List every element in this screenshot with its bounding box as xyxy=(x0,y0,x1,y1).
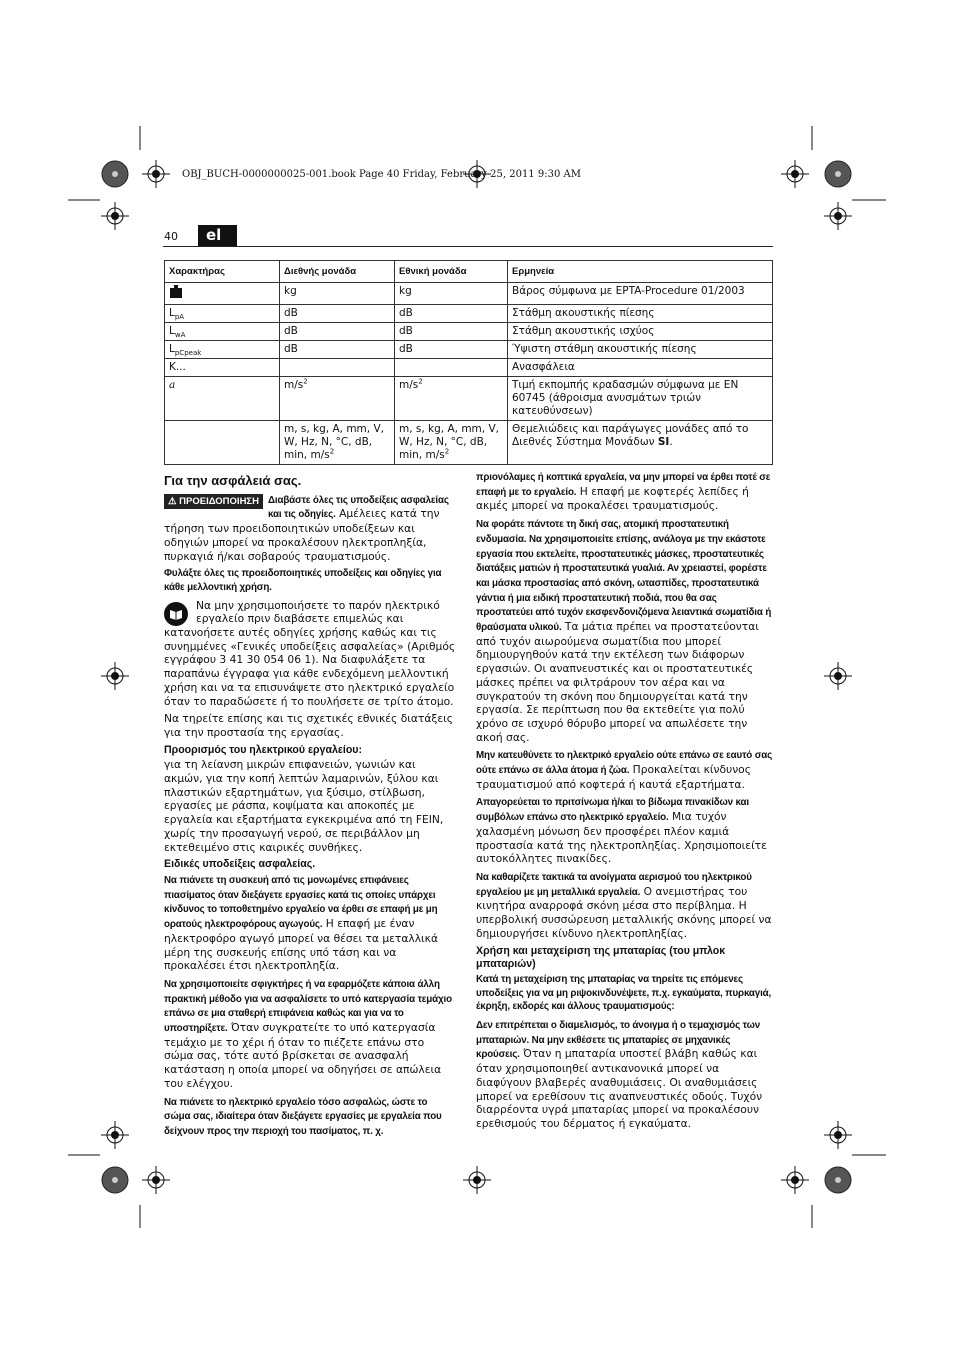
language-badge: el xyxy=(198,225,237,246)
file-info: OBJ_BUCH-0000000025-001.book Page 40 Friday, February 25, 2011 9:30 AM xyxy=(182,169,581,180)
keep-instructions: Φυλάξτε όλες τις προειδοποιητικές υποδείξεις και οδηγίες για κάθε μελλοντική χρήση. xyxy=(164,568,442,593)
table-row xyxy=(165,323,773,341)
table-header: Εθνική μονάδα xyxy=(395,261,508,283)
safety-text: Ο ανεμιστήρας του κινητήρα αναρροφά σκόνη μέσα στο περίβλημα. Η υπερβολική συσσώρευση μεταλλικής σκόνης μπορεί να δημιουργήσει κίνδυνο ηλεκτροπληξίας. xyxy=(476,884,772,940)
purpose-title: Προορισμός του ηλεκτρικού εργαλείου: xyxy=(164,743,362,756)
table-cell: kg xyxy=(395,283,508,305)
safety-text: Μια τυχόν χαλασμένη μόνωση δεν προσφέρει πλέον καμιά προστασία κατά της ηλεκτροπληξίας. Χρησιμοποιείτε αυτοκόλλητες πινακίδες. xyxy=(476,810,767,866)
table-cell: Στάθμη ακουστικής πίεσης xyxy=(508,305,773,323)
warning-badge: ⚠ ΠΡΟΕΙΔΟΠΟΙΗΣΗ xyxy=(164,494,263,510)
table-cell xyxy=(395,359,508,377)
safety-bold: Δεν επιτρέπεται ο διαμελισμός, το άνοιγμα ή ο τεμαχισμός των μπαταριών. Να μην εκθέσετε τις μπαταρίες σε μηχανικές κρούσεις. xyxy=(476,1020,761,1061)
table-cell: m, s, kg, A, mm, V, W, Hz, N, °C, dB, min, m/s xyxy=(284,423,384,461)
safety-text: Προκαλείται κίνδυνος τραυματισμού από κοφτερά ή καυτά εξαρτήματα. xyxy=(476,763,751,791)
warning-bold: Διαβάστε όλες τις υποδείξεις ασφαλείας και τις οδηγίες. xyxy=(268,494,449,521)
table-cell: dB xyxy=(395,323,508,341)
safety-bold: Να χρησιμοποιείτε σφιγκτήρες ή να εφαρμόζετε κάποια άλλη πρακτική μέθοδο για να ασφαλίσετε το υπό κατεργασία τεμάχιο επάνω σε μια σταθερή επιφάνεια καθώς και για να το υποστηρίξετε. xyxy=(164,978,452,1035)
symbol: L xyxy=(169,307,175,319)
left-column xyxy=(164,474,456,1143)
symbol: L xyxy=(169,343,175,355)
symbol-sub: wA xyxy=(174,331,186,340)
national-regulations: Να τηρείτε επίσης και τις σχετικές εθνικές διατάξεις για την προστασία της εργασίας. xyxy=(164,712,454,739)
table-row xyxy=(165,305,773,323)
warning-text: Αμέλειες κατά την τήρηση των προειδοποιητικών υποδείξεων και οδηγιών μπορεί να προκαλέσουν ηλεκτροπληξία, πυρκαγιά ή/και σοβαρούς τραυματισμούς. xyxy=(164,507,440,563)
exponent: 2 xyxy=(444,447,450,456)
table-cell: m/s xyxy=(399,379,419,391)
table-cell: Ανασφάλεια xyxy=(508,359,773,377)
safety-bold: Να πιάνετε τη συσκευή από τις μονωμένες επιφάνειες πιασίματος όταν διεξάγετε εργασίες κατά τις οποίες υπάρχει κίνδυνος το τοποθετημένο εργαλείο να έρθει σε επαφή με μη ορατούς ηλεκτροφόρους αγωγούς. xyxy=(164,874,438,931)
header-rule xyxy=(163,246,773,247)
table-row xyxy=(165,377,773,421)
table-cell: kg xyxy=(280,283,395,305)
table-cell: dB xyxy=(280,341,395,359)
table-row xyxy=(165,283,773,305)
safety-text: Όταν η μπαταρία υποστεί βλάβη καθώς και όταν χρησιμοποιηθεί αντικανονικά μπορεί να διαφύγουν βλαβερές αναθυμιάσεις. Οι αναθυμιάσεις μπορεί να ερεθίσουν τις αναπνευστικές οδούς. Τυχόν διαρρέοντα υγρά μπαταρίας μπορεί να προκαλέσουν ερεθισμούς του δέρματος ή εγκαύματα. xyxy=(476,1047,763,1130)
page-number: 40 xyxy=(164,230,178,243)
safety-text: Όταν συγκρατείτε το υπό κατεργασία τεμάχιο με το χέρι ή όταν το πιέζετε επάνω στο σώμα σας, τότε αυτό βρίσκεται σε ανασφαλή κατάσταση η οποία μπορεί να οδηγήσει σε απώλεια του ελέγχου. xyxy=(164,1021,442,1090)
table-cell: m/s xyxy=(284,379,304,391)
table-header: Ερμηνεία xyxy=(508,261,773,283)
table-header: Διεθνής μονάδα xyxy=(280,261,395,283)
symbol-sub: pCpeak xyxy=(174,349,202,358)
safety-bold: πριονόλαμες ή κοπτικά εργαλεία, να μην μπορεί να έρθει ποτέ σε επαφή με το εργαλείο. xyxy=(476,472,771,498)
safety-bold: Να καθαρίζετε τακτικά τα ανοίγματα αερισμού του ηλεκτρικού εργαλείου με μη μεταλλικά εργαλεία. xyxy=(476,871,752,898)
specs-table xyxy=(164,260,773,465)
section-title: Για την ασφάλειά σας. xyxy=(164,473,302,488)
table-row xyxy=(165,421,773,465)
exponent: 2 xyxy=(329,447,335,456)
exponent: 2 xyxy=(418,377,423,386)
weight-icon xyxy=(169,285,183,298)
table-cell: dB xyxy=(395,305,508,323)
safety-bold: Μην κατευθύνετε το ηλεκτρικό εργαλείο ούτε επάνω σε εαυτό σας ούτε επάνω σε άλλα άτομα ή ζώα. xyxy=(476,750,773,777)
table-cell: dB xyxy=(280,323,395,341)
safety-bold: Να πιάνετε το ηλεκτρικό εργαλείο τόσο ασφαλώς, ώστε το σώμα σας, ιδιαίτερα όταν διεξάγετε εργασίες με εργαλεία που δείχνουν προς την περιοχή του πασίματος, π. χ. xyxy=(164,1096,442,1137)
battery-title: Χρήση και μεταχείριση της μπαταρίας (του μπλοκ μπαταριών) xyxy=(476,944,726,971)
table-cell: Ύψιστη στάθμη ακουστικής πίεσης xyxy=(508,341,773,359)
warning-label: ΠΡΟΕΙΔΟΠΟΙΗΣΗ xyxy=(179,495,259,507)
table-row xyxy=(165,359,773,377)
battery-intro: Κατά τη μεταχείριση της μπαταρίας να τηρείτε τις επόμενες υποδείξεις για να μη ριψοκινδυνέψετε, π.χ. εγκαύματα, πυρκαγιά, έκρηξη, εκδορές και άλλους τραυματισμούς: xyxy=(476,973,772,1013)
safety-text: Τα μάτια πρέπει να προστατεύονται από τυχόν αιωρούμενα σωματίδια που μπορεί δημιουργηθούν κατά την εκτέλεση των διάφορων εργασιών. Οι αναπνευστικές και οι προστατευτικές μάσκες πρέπει να φιλτράρουν τον αέρα και να συγκρατούν τη σκόνη που δημιουργείται κατά την εργασία. Σε περίπτωση που θα εκτεθείτε για πολύ χρόνο σε ισχυρό θόρυβο μπορεί να απωλέσετε την ακοή σας. xyxy=(476,620,759,744)
symbol: L xyxy=(169,325,175,337)
symbol-sub: pA xyxy=(174,313,185,322)
purpose-text: για τη λείανση μικρών επιφανειών, γωνιών και ακμών, για την κοπή λεπτών λαμαρινών, ξύλου και πλαστικών εξαρτημάτων, για ξύσιμο, στίλβωση, εργασίες με ράσπα, κοψίματα και αποκοπές με εργαλεία και εξαρτήματα εγκεκριμένα από τη FEIN, χωρίς την προσαγωγή νερού, σε περιβάλλον μη εκτεθειμένο στις καιρικές συνθήκες. xyxy=(164,758,444,854)
table-cell: Τιμή εκπομπής κραδασμών σύμφωνα με EN 60745 (άθροισμα ανυσμάτων τριών κατευθύνσεων) xyxy=(508,377,773,421)
safety-bold: Να φοράτε πάντοτε τη δική σας, ατομική προστατευτική ενδυμασία. Να χρησιμοποιείτε επίσης, ανάλογα με την εκάστοτε εργασία που εκτελείτε, προστατευτικές μάσκες, προστατευτικές διατάξεις ματιών ή προστατευτικά γυαλιά. Αν χρειαστεί, φορέστε και μάσκα προστασίας από σκόνη, ωτασπίδες, προστατευτικά γάντια ή μια ειδική προστατευτική ποδιά, που θα σας προστατεύει από τυχόν εκσφενδονιζόμενα λειαντικά σωματίδια ή θραύσματα υλικού. xyxy=(476,519,772,634)
table-cell: Θεμελιώδεις και παράγωγες μονάδες από το Διεθνές Σύστημα Μονάδων xyxy=(512,423,749,448)
table-header-row xyxy=(165,261,773,283)
table-row xyxy=(165,341,773,359)
safety-bold: Απαγορεύεται το πριτσίνωμα ή/και το βίδωμα πινακίδων και συμβόλων επάνω στο ηλεκτρικό εργαλείο. xyxy=(476,797,749,824)
table-cell: dB xyxy=(395,341,508,359)
symbol: K... xyxy=(165,359,280,377)
read-manual-text: Να μην χρησιμοποιήσετε το παρόν ηλεκτρικό εργαλείο πριν διαβάσετε επιμελώς και κατανοήσετε αυτές οδηγίες χρήσης καθώς και τις συνημμένες «Γενικές υποδείξεις ασφαλείας» (Αριθμός εγγράφου 3 41 30 054 06 1). Να διαφυλάξετε τα παραπάνω έγγραφα για κάθε ενδεχόμενη μελλοντική χρήση και να τα επισυνάψετε στο ηλεκτρικό εργαλείο όταν το παραδώσετε ή το πουλήσετε σε τρίτο άτομο. xyxy=(164,598,456,708)
special-safety-title: Ειδικές υποδείξεις ασφαλείας. xyxy=(164,858,316,871)
period: . xyxy=(669,436,673,448)
table-cell: dB xyxy=(280,305,395,323)
safety-text: Η επαφή με κοφτερές λεπίδες ή ακμές μπορεί να προκαλέσει τραυματισμούς. xyxy=(476,484,749,513)
right-column xyxy=(476,470,774,1135)
table-cell xyxy=(280,359,395,377)
table-cell: m, s, kg, A, mm, V, W, Hz, N, °C, dB, min, m/s xyxy=(399,423,499,461)
symbol: a xyxy=(165,377,280,421)
read-manual-icon xyxy=(164,602,188,626)
table-header: Χαρακτήρας xyxy=(165,261,280,283)
si-label: SI xyxy=(657,436,670,448)
table-cell: Στάθμη ακουστικής ισχύος xyxy=(508,323,773,341)
safety-text: Η επαφή με έναν ηλεκτροφόρο αγωγό μπορεί να θέσει τα μεταλλικά μέρη της συσκευής επίσης υπό τάση και να προκαλέσει έτσι ηλεκτροπληξία. xyxy=(164,917,439,973)
table-cell: Βάρος σύμφωνα με EPTA-Procedure 01/2003 xyxy=(508,283,773,305)
exponent: 2 xyxy=(303,377,308,386)
